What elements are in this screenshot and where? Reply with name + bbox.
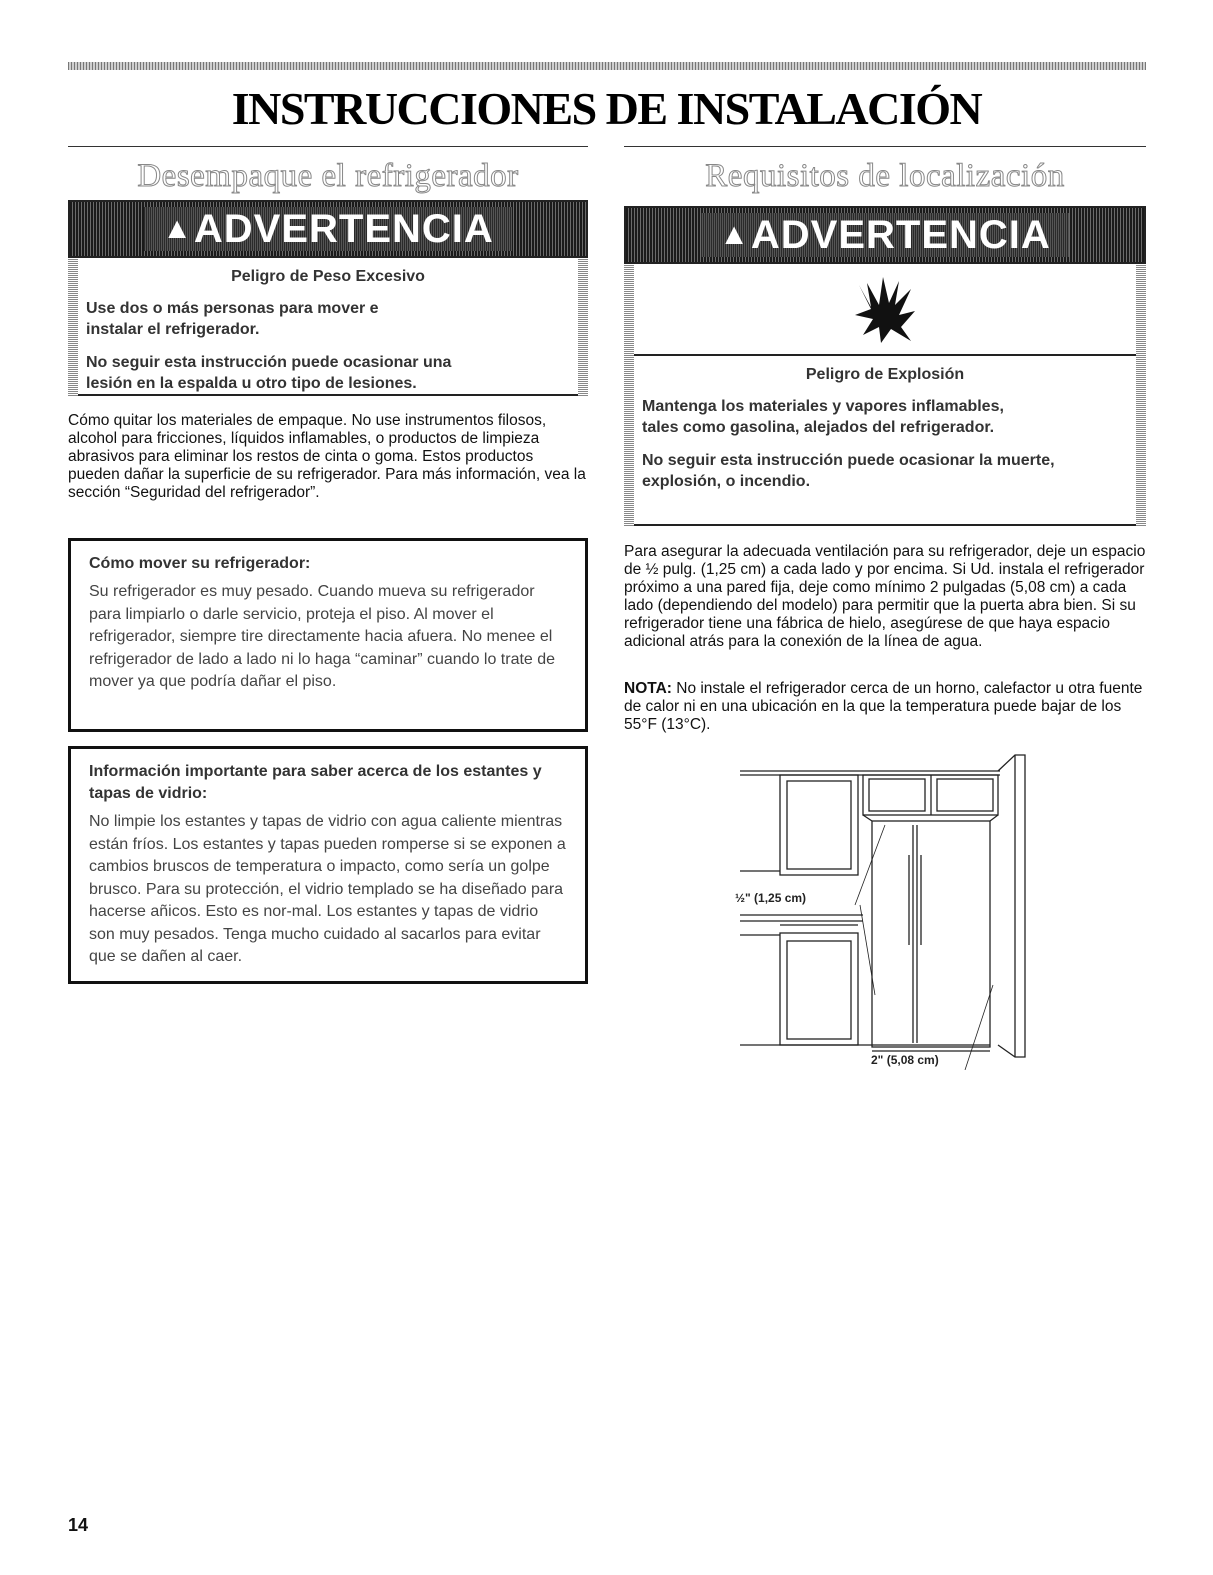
half-inch-clearance-label: ½" (1,25 cm) <box>735 891 807 905</box>
explosion-icon <box>845 271 925 347</box>
moving-text: Su refrigerador es muy pesado. Cuando mueva su refrigerador para limpiarlo o darle servicio, proteja el piso. Al mover el refrigerador, siempre tire directamente hacia afuera. No menee el refrigerador de lado a lado ni lo haga “caminar” cuando lo trate de mover ya que podría dañar el piso. <box>89 583 556 690</box>
explosion-warning-box <box>624 206 1146 526</box>
glass-shelves-info-box <box>68 746 588 984</box>
right-column-rule <box>624 146 1146 147</box>
warning-title: Peligro de Peso Excesivo <box>231 268 425 285</box>
weight-warning-box <box>68 200 588 396</box>
two-inch-clearance-label: 2" (5,08 cm) <box>871 1053 939 1067</box>
clearance-diagram <box>735 745 1035 1070</box>
page-number: 14 <box>68 1515 89 1535</box>
moving-heading: Cómo mover su refrigerador: <box>89 555 311 572</box>
glass-heading: Información importante para saber acerca de los estantes y tapas de vidrio: <box>89 763 542 802</box>
warning-line-1: Use dos o más personas para mover e instalar el refrigerador. <box>86 300 379 338</box>
left-column-rule <box>68 146 588 147</box>
ventilation-text: Para asegurar la adecuada ventilación para su refrigerador, deje un espacio de ½ pulg. (1,25 cm) a cada lado y por encima. Si Ud. instala el refrigerador próximo a una pared fija, deje como mínimo 2 pulgadas (5,08 cm) a cada lado (dependiendo del modelo) para permitir que la puerta abra bien. Si su refrigerador tiene una fábrica de hielo, asegúrese de que haya espacio adicional atrás para la conexión de la línea de agua. <box>624 543 1146 650</box>
top-dotted-rule <box>68 62 1146 70</box>
warning-label: ADVERTENCIA <box>750 212 1051 257</box>
unpack-intro-text: Cómo quitar los materiales de empaque. No use instrumentos filosos, alcohol para fricciones, líquidos inflamables, o productos de limpieza abrasivos para eliminar los restos de cinta o goma. Estos productos pueden dañar la superficie de su refrigerador. Para más información, vea la sección “Seguridad del refrigerador”. <box>68 412 586 501</box>
warning-line-2: No seguir esta instrucción puede ocasionar la muerte, explosión, o incendio. <box>642 452 1055 490</box>
note-label: NOTA: <box>624 680 672 697</box>
note-paragraph <box>624 680 1146 734</box>
warning-label: ADVERTENCIA <box>193 206 494 251</box>
note-text: No instale el refrigerador cerca de un horno, calefactor u otra fuente de calor ni en una ubicación en la que la temperatura puede bajar de los 55°F (13°C). <box>624 680 1143 733</box>
explosion-symbol-area <box>626 264 1144 356</box>
warning-banner <box>70 202 586 258</box>
glass-text: No limpie los estantes y tapas de vidrio con agua caliente mientras están fríos. Los estantes y tapas pueden romperse si se exponen a cambios bruscos de temperatura o impacto, como sería un golpe brusco. Para su protección, el vidrio templado se ha diseñado para hacerse añicos. Esto es nor-mal. Los estantes y tapas de vidrio son muy pesados. Tenga mucho cuidado al sacarlos para evitar que se dañen al caer. <box>89 813 566 965</box>
warning-triangle-icon: ▲ <box>719 218 749 251</box>
warning-banner <box>626 208 1144 264</box>
moving-info-box <box>68 538 588 732</box>
unpack-heading: Desempaque el refrigerador <box>137 158 519 194</box>
refrigerator-clearance-illustration <box>735 745 1035 1070</box>
warning-line-2: No seguir esta instrucción puede ocasionar una lesión en la espalda u otro tipo de lesiones. <box>86 354 452 392</box>
warning-line-1: Mantenga los materiales y vapores inflamables, tales como gasolina, alejados del refrigerador. <box>642 398 1004 436</box>
location-heading: Requisitos de localización <box>705 158 1065 194</box>
warning-triangle-icon: ▲ <box>162 212 192 245</box>
warning-title: Peligro de Explosión <box>805 366 965 383</box>
page-title: INSTRUCCIONES DE INSTALACIÓN <box>231 83 982 134</box>
